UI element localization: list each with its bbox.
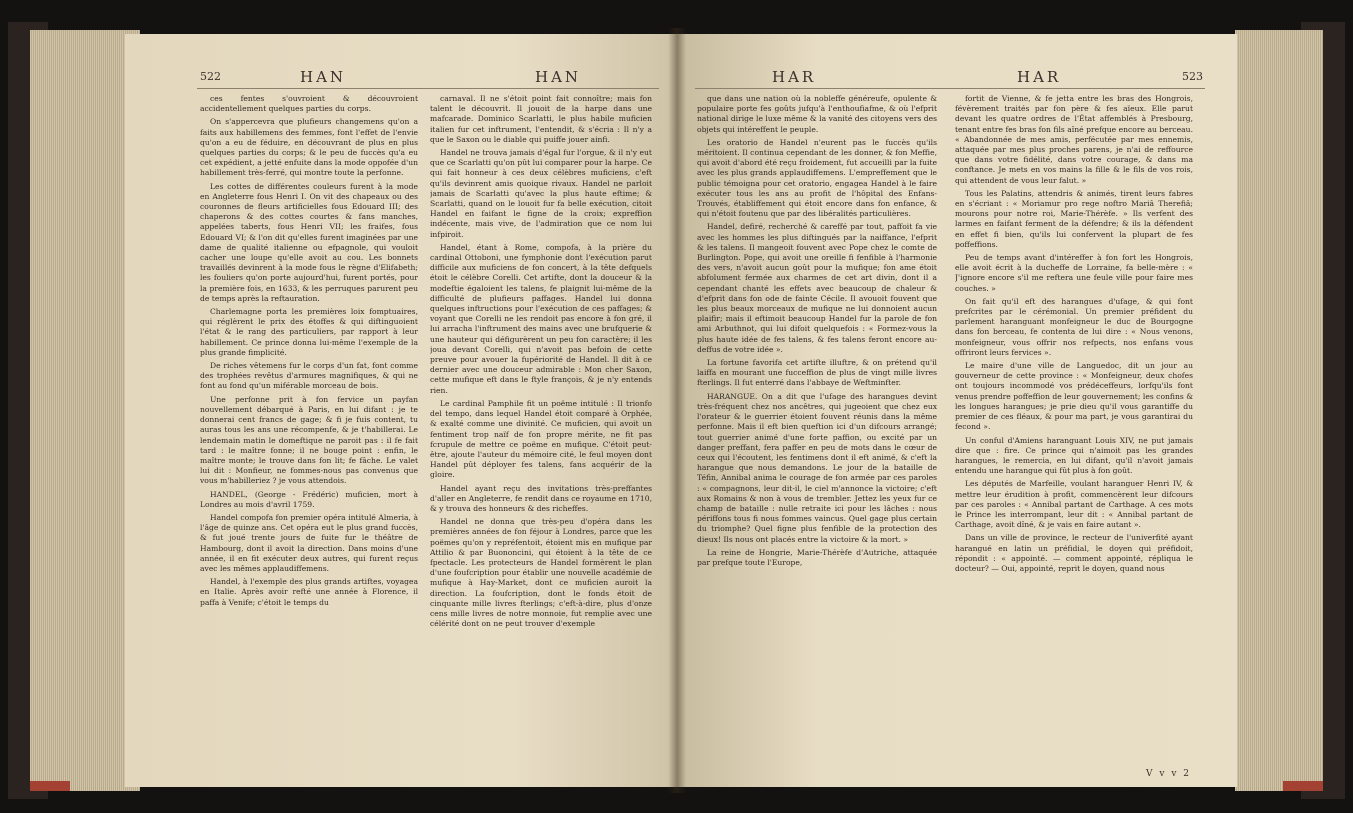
- paragraph: Handel ne donna que très-peu d'opéra dans les premières années de fon féjour à Londres, parce que les poëmes qu'on y repréfentoit, étoient mis en mufique par Attilio & par Buononcini, qui étoient à la tête de ce fpectacle. Les protecteurs de Handel formèrent le plan d'une foufcription pour établir une nouvelle académie de mufique à Hay-Market, dont ce muficien auroit la direction. La foufcription, dont le fonds étoit de cinquante mille livres fterlings; c'eft-à-dire, plus d'onze cens mille livres de notre monnoie, fut remplie avec une célérité dont on ne peut trouver d'exemple: [430, 517, 652, 629]
- header-rule-left: [197, 88, 659, 89]
- paragraph: Charlemagne porta les premières loix fomptuaires, qui réglèrent le prix des étoffes & qui diftinguoient l'état & le rang des particuliers, par rapport à leur habillement. Ce prince donna lui-même l'exemple de la plus grande fimplicité.: [200, 307, 418, 357]
- paragraph: Les oratorio de Handel n'eurent pas le fuccès qu'ils méritoient. Il continua cependant de les donner, & fon Meffie, qui avoit d'abord été reçu froidement, fut accueilli par la fuite avec les plus grands applaudiffemens. L'empreffement que le public témoigna pour cet oratorio, engagea Handel à le faire exécuter tous les ans au profit de l'hôpital des Enfans-Trouvés, établiffement qui étoit encore dans fon enfance, & qui n'étoit foutenu que par des libéralités particulières.: [697, 137, 937, 219]
- paragraph: que dans une nation où la nobleffe généreufe, opulente & populaire porte fes goûts jufqu'à l'enthoufiafme, & où l'efprit national dirige le luxe même & la vanité des citoyens vers des objets qui intéreffent le peuple.: [697, 94, 937, 134]
- page-number-left: 522: [200, 70, 221, 83]
- left-page-column-1: [200, 94, 418, 777]
- paragraph: ces fentes s'ouvroient & découvroient accidentellement quelques parties du corps.: [200, 94, 418, 114]
- paragraph: Handel, étant à Rome, compofa, à la prière du cardinal Ottoboni, une fymphonie dont l'exécution parut difficile aux muficiens de fon concert, à la tête defquels étoit le célèbre Corelli. Cet artifte, dont la douceur & la modeftie égaloient les talens, fe plaignit lui-même de la difficulté de plufieurs paffages. Handel lui donna quelques inftructions pour l'exécution de ces paffages; & voyant que Corelli ne les rendoit pas encore à fon gré, il lui arracha l'inftrument des mains avec une brufquerie & une hauteur qui défigurèrent un peu fon caractère; il les joua devant Corelli, qui n'avoit pas befoin de cette preuve pour avouer la fupériorité de Handel. Il dit à ce dernier avec une douceur admirable : Mon cher Saxon, cette mufique eft dans le ftyle françois, & je n'y entends rien.: [430, 242, 652, 395]
- paragraph: HANDEL, (George - Frédéric) muficien, mort à Londres au mois d'avril 1759.: [200, 489, 418, 509]
- paragraph: Dans un ville de province, le recteur de l'univerfité ayant harangué en latin un préfidial, le doyen qui préfidoit, répondit : « appointé. — comment appointé, répliqua le docteur? — Oui, appointé, reprit le doyen, quand nous: [955, 533, 1193, 573]
- running-head-right-2: HAR: [1017, 68, 1062, 86]
- book-gutter: [668, 28, 686, 793]
- right-page-column-2: [955, 94, 1193, 777]
- paragraph: Les cottes de différentes couleurs furent à la mode en Angleterre fous Henri I. On vit des chapeaux ou des couronnes de fleurs artificielles fous Edouard III; des chaperons & des cottes courtes & fans manches, appelées taberts, fous Henri VII; les fraifes, fous Edouard VI; & l'on dit qu'elles furent imaginées par une dame de qualité italienne ou efpagnole, qui vouloit cacher une loupe qu'elle avoit au cou. Les bonnets travaillés devinrent à la mode fous le règne d'Elifabeth; les fouliers qu'on porte aujourd'hui, furent portés, pour la première fois, en 1633, & les perruques parurent peu de temps après la reftauration.: [200, 181, 418, 303]
- paragraph: On fait qu'il eft des harangues d'ufage, & qui font prefcrites par le cérémonial. Un premier préfident du parlement haranguant monfeigneur le duc de Bourgogne dans fon berceau, fe contenta de lui dire : « Nous venons, monfeigneur, vous offrir nos refpects, nos enfans vous offriront leurs fervices ».: [955, 296, 1193, 357]
- paragraph: La reine de Hongrie, Marie-Thérèfe d'Autriche, attaquée par prefque toute l'Europe,: [697, 547, 937, 567]
- red-edge-left: [30, 781, 70, 791]
- running-head-left-2: HAN: [535, 68, 582, 86]
- paragraph: Handel, defiré, recherché & careffé par tout, paffoit fa vie avec les hommes les plus diftingués par la naiffance, l'efprit & les talens. Il mangeoit fouvent avec Pope chez le comte de Burlington. Pope, qui avoit une oreille fi fenfible à l'harmonie des vers, n'avoit aucun goût pour la mufique; fon ame étoit abfolument fermée aux charmes de cet art divin, dont il a cependant chanté les effets avec beaucoup de chaleur & d'efprit dans fon ode de fainte Cécile. Il avouoit fouvent que les plus beaux morceaux de mufique ne lui donnoient aucun plaifir; mais il eftimoit beaucoup Handel fur la parole de fon ami Arbuthnot, qui lui difoit quelquefois : « Formez-vous la plus haute idée de fes talens, & fes talens feront encore au-deffus de votre idée ».: [697, 222, 937, 354]
- header-rule-right: [695, 88, 1205, 89]
- paragraph: Peu de temps avant d'intéreffer à fon fort les Hongrois, elle avoit écrit à la ducheffe de Lorraine, fa belle-mère : « J'ignore encore s'il me reftera une feule ville pour faire mes couches. »: [955, 253, 1193, 293]
- paragraph: Handel compofa fon premier opéra intitulé Almeria, à l'âge de quinze ans. Cet opéra eut le plus grand fuccès, & fut joué trente jours de fuite fur le théâtre de Hambourg, dont il avoit la direction. Dans moins d'une année, il en fit exécuter deux autres, qui furent reçus avec les mêmes applaudiffemens.: [200, 512, 418, 573]
- paragraph: Handel ne trouva jamais d'égal fur l'orgue, & il n'y eut que ce Scarlatti qu'on pût lui comparer pour la harpe. Ce qui fait honneur à ces deux célèbres muficiens, c'eft qu'ils devinrent amis quoique rivaux. Handel ne parloit jamais de Scarlatti qu'avec la plus haute eftime; & Scarlatti, quand on le louoit fur fa belle exécution, citoit Handel en faifant le figne de la croix; expreffion indécente, mais vive, de l'admiration que ce nom lui infpiroit.: [430, 148, 652, 239]
- red-edge-right: [1283, 781, 1323, 791]
- signature-mark: V v v 2: [1146, 769, 1191, 779]
- paragraph: Tous les Palatins, attendris & animés, tirent leurs fabres en s'écriant : « Moriamur pro rege noftro Mariâ Therefiâ; mourons pour notre roi, Marie-Thérèfe. » Ils verfent des larmes en faifant ferment de la défendre; & ils la défendent en effet fi bien, qu'ils lui confervent la plupart de fes poffeffions.: [955, 188, 1193, 249]
- paragraph: Handel ayant reçu des invitations très-preffantes d'aller en Angleterre, fe rendit dans ce royaume en 1710, & y trouva des honneurs & des richeffes.: [430, 483, 652, 513]
- paragraph: fortit de Vienne, & fe jetta entre les bras des Hongrois, févèrement traités par fon père & fes aïeux. Elle parut devant les quatre ordres de l'État affemblés à Presbourg, tenant entre fes bras fon fils aîné prefque encore au berceau. « Abandonnée de mes amis, perfécutée par mes ennemis, attaquée par mes plus proches parens, je n'ai de reffource que dans votre fidélité, dans votre courage, & dans ma conftance. Je mets en vos mains la fille & le fils de vos rois, qui attendent de vous leur falut. »: [955, 94, 1193, 185]
- running-head-left-1: HAN: [300, 68, 347, 86]
- paragraph: Une perfonne prit à fon fervice un payfan nouvellement débarqué à Paris, en lui difant : je te donnerai cent francs de gage; & fi je fuis content, tu auras tous les ans une récompenfe, & je t'habillerai. Le lendemain matin le domeftique ne paroit pas : il fe fait tard : le maître fonne; il ne bouge point : enfin, le maître monte; le trouve dans fon lit; fe fâche. Le valet lui dit : Monfieur, ne fommes-nous pas convenus que vous m'habilleriez ? je vous attendois.: [200, 394, 418, 486]
- paragraph: On s'appercevra que plufieurs changemens qu'on a faits aux habillemens des femmes, font l'effet de l'envie qu'on a eu de féduire, en découvrant de plus en plus quelques parties du corps; & le peu de fuccès qu'a eu cet expédient, a jetté enfuite dans la mode oppofée d'un habillement très-ferré, qui montre toute la perfonne.: [200, 117, 418, 178]
- right-page: [677, 34, 1237, 787]
- paragraph: carnaval. Il ne s'étoit point fait connoître; mais fon talent le découvrit. Il jouoit de la harpe dans une mafcarade. Dominico Scarlatti, le plus habile muficien italien fur cet inftrument, l'entendit, & s'écria : Il n'y a que le Saxon ou le diable qui puiffe jouer ainfi.: [430, 94, 652, 144]
- running-head-right-1: HAR: [772, 68, 817, 86]
- paragraph: Les députés de Marfeille, voulant haranguer Henri IV, & mettre leur érudition à profit, commencèrent leur difcours par ces paroles : « Annibal partant de Carthage. A ces mots le Prince les interrompant, leur dit : « Annibal partant de Carthage, avoit dîné, & je vais en faire autant ».: [955, 479, 1193, 530]
- paragraph: De riches vêtemens fur le corps d'un fat, font comme des trophées revêtus d'armures magnifiques, & qui ne font au fond qu'un miférable morceau de bois.: [200, 361, 418, 391]
- left-page: [125, 34, 677, 787]
- page-number-right: 523: [1182, 70, 1203, 83]
- right-page-column-1: [697, 94, 937, 777]
- paragraph: Un conful d'Amiens haranguant Louis XIV, ne put jamais dire que : fire. Ce prince qui n'aimoit pas les grandes harangues, le remercia, en lui difant, qu'il n'avoit jamais entendu une harangue qui fût plus à fon goût.: [955, 435, 1193, 476]
- page-edges-right: [1235, 30, 1323, 791]
- paragraph: Le maire d'une ville de Languedoc, dit un jour au gouverneur de cette province : « Monfeigneur, deux chofes ont toujours incommodé vos prédéceffeurs, lorfqu'ils font venus prendre poffeffion de leur gouvernement; les confins & les longues harangues; je prie dieu qu'il vous garantiffe du premier de ces fléaux, & pour ma part, je vous garantirai du fecond ».: [955, 361, 1193, 432]
- paragraph: Handel, à l'exemple des plus grands artiftes, voyagea en Italie. Après avoir refté une année à Florence, il paffa à Venife; c'étoit le temps du: [200, 577, 418, 607]
- paragraph: Le cardinal Pamphile fit un poëme intitulé : Il trionfo del tempo, dans lequel Handel étoit comparé à Orphée, & exalté comme une divinité. Ce muficien, qui avoit un fentiment trop naïf de fon propre mérite, ne fit pas fcrupule de mettre ce poëme en mufique. C'étoit peut-être, ajoute l'auteur du mémoire cité, le feul moyen dont Handel pût déployer fes talens, fans acquérir de la gloire.: [430, 398, 652, 480]
- page-edges-left: [30, 30, 140, 791]
- paragraph: HARANGUE. On a dit que l'ufage des harangues devint très-fréquent chez nos ancêtres, qui jugeoient que chez eux l'orateur & le guerrier étoient fouvent réunis dans la même perfonne. Mais il eft bien queftion ici d'un difcours arrangé; tout guerrier animé d'une forte paffion, ou excité par un danger preffant, fera paffer en peu de mots dans le cœur de ceux qui l'écoutent, les fentimens dont il eft animé, & c'eft la harangue que nous demandons. Le jour de la bataille de Téfin, Annibal anima le courage de fon armée par ces paroles : « compagnons, leur dit-il, le ciel m'annonce la victoire; c'eft aux Romains & non à vous de trembler. Jettez les yeux fur ce champ de bataille : nulle retraite ici pour les lâches : nous périffons tous fi nous fommes vaincus. Quel gage plus certain du triomphe? Quel figne plus fenfible de la protection des dieux! Ils nous ont placés entre la victoire & la mort. »: [697, 391, 937, 544]
- paragraph: La fortune favorifa cet artifte illuftre, & on prétend qu'il laiffa en mourant une fucceffion de plus de vingt mille livres fterlings. Il fut enterré dans l'abbaye de Weftminfter.: [697, 358, 937, 388]
- left-page-column-2: [430, 94, 652, 777]
